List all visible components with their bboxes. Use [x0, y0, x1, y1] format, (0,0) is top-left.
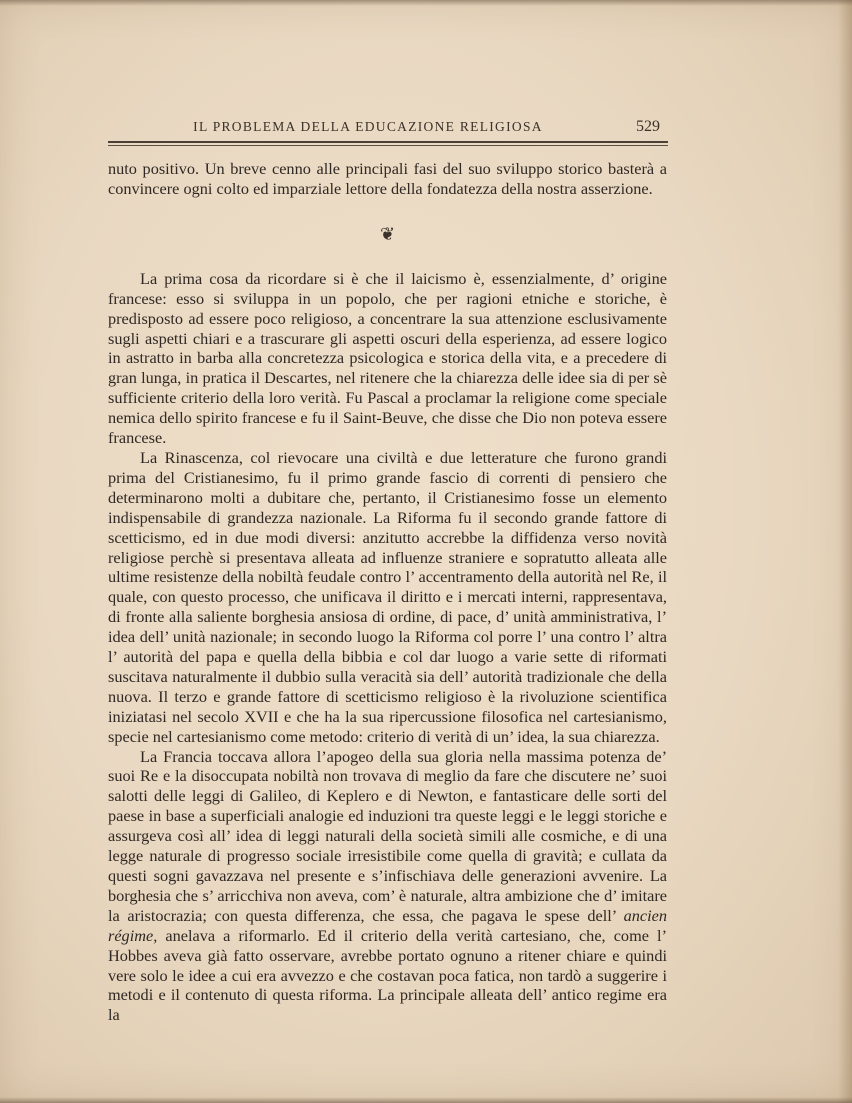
body-text — [108, 159, 667, 1025]
page-header — [108, 119, 668, 139]
running-head: IL PROBLEMA DELLA EDUCAZIONE RELIGIOSA — [193, 119, 543, 134]
paragraph-francia-text-2: anelava a riformarlo. Ed il criterio della verità cartesiano, che, come l’ Hobbes aveva già fatto osservare, avrebbe portato ognuno a ritener chiare e quindi vere solo le idee a cui era avvezzo e che costavan poca fatica, non tardò a suggerire i metodi e il contenuto di questa riforma. La principale alleata dell’ antico regime era la — [108, 925, 667, 1025]
paragraph-laicismo: La prima cosa da ricordare si è che il laicismo è, essenzialmente, d’ origine francese: esso si sviluppa in un popolo, che per ragioni etniche e storiche, è predisposto ad essere poco religioso, a concentrare la sua attenzione esclusivamente sugli aspetti chiari e a trascurare gli aspetti oscuri della esperienza, ad essere logico in astratto in barba alla concretezza psicologica e storica della vita, e a precedere di gran lunga, in pratica il Descartes, nel ritenere che la chiarezza delle idee sia di per sè sufficiente criterio della loro verità. Fu Pascal a proclamar la religione come speciale nemica dello spirito francese e fu il Saint-Beuve, che disse che Dio non poteva essere francese. — [108, 268, 667, 448]
page-number: 529 — [636, 118, 660, 135]
paragraph-francia — [108, 747, 667, 1026]
section-ornament-icon: ❦ — [379, 223, 396, 244]
page-top-edge — [0, 0, 852, 6]
header-rule-thick — [108, 141, 668, 143]
ancien-regime-italic: ancien régime, — [108, 905, 667, 945]
paragraph-continuation: nuto positivo. Un breve cenno alle principali fasi del suo sviluppo storico basterà a convincere ogni colto ed imparziale lettore della fondatezza della nostra asserzione. — [108, 159, 667, 198]
page-bottom-edge — [0, 1097, 852, 1103]
header-rule-thin — [108, 145, 668, 146]
paragraph-rinascenza: La Rinascenza, col rievocare una civiltà e due letterature che furono grandi prima del Cristianesimo, fu il primo grande fascio di correnti di pensiero che determinarono molti a dubitare che, pertanto, il Cristianesimo fosse un elemento indispensabile di grandezza nazionale. La Riforma fu il secondo grande fattore di scetticismo, ed in due modi diversi: anzitutto accrebbe la diffidenza verso novità religiose perchè si presentava alleata ad influenze straniere e sopratutto alleata alle ultime resistenze della nobiltà feudale contro l’ accentramento della autorità nel Re, il quale, con questo processo, che unificava il diritto e i mercati interni, rappresentava, di fronte alla saliente borghesia ansiosa di ordine, di pace, d’ unità amministrativa, l’ idea dell’ unità nazionale; in secondo luogo la Riforma col porre l’ una contro l’ altra l’ autorità del papa e quella della bibbia e col dar luogo a varie sette di riformati suscitava naturalmente il dubbio sulla veracità sia dell’ autorità tradizionale che della nuova. Il terzo e grande fattore di scetticismo religioso è la rivoluzione scientifica iniziatasi nel secolo XVII e che ha la sua ripercussione filosofica nel cartesianismo, specie nel cartesianismo come metodo: criterio di verità di un’ idea, la sua chiarezza. — [108, 447, 667, 746]
paragraph-francia-text-1: La Francia toccava allora l’apogeo della sua gloria nella massima potenza de’ suoi Re e la disoccupata nobiltà non trovava di meglio da fare che discutere ne’ suoi salotti delle leggi di Galileo, di Keplero e di Newton, e fantasticare delle sorti del paese in base a superficiali analogie ed induzioni tra queste leggi e le leggi storiche e assurgeva così all’ idea di leggi naturali della società simili alle cosmiche, e di una legge naturale di progresso sociale irresistibile come quella di gravità; e cullata da questi sogni gavazzava nel presente e s’infischiava delle generazioni avvenire. La borghesia che s’ arricchiva non aveva, com’ è naturale, altra ambizione che d’ imitare la aristocrazia; con questa differenza, che essa, che pagava le spese dell’ — [108, 746, 667, 925]
page-right-edge — [838, 0, 852, 1103]
